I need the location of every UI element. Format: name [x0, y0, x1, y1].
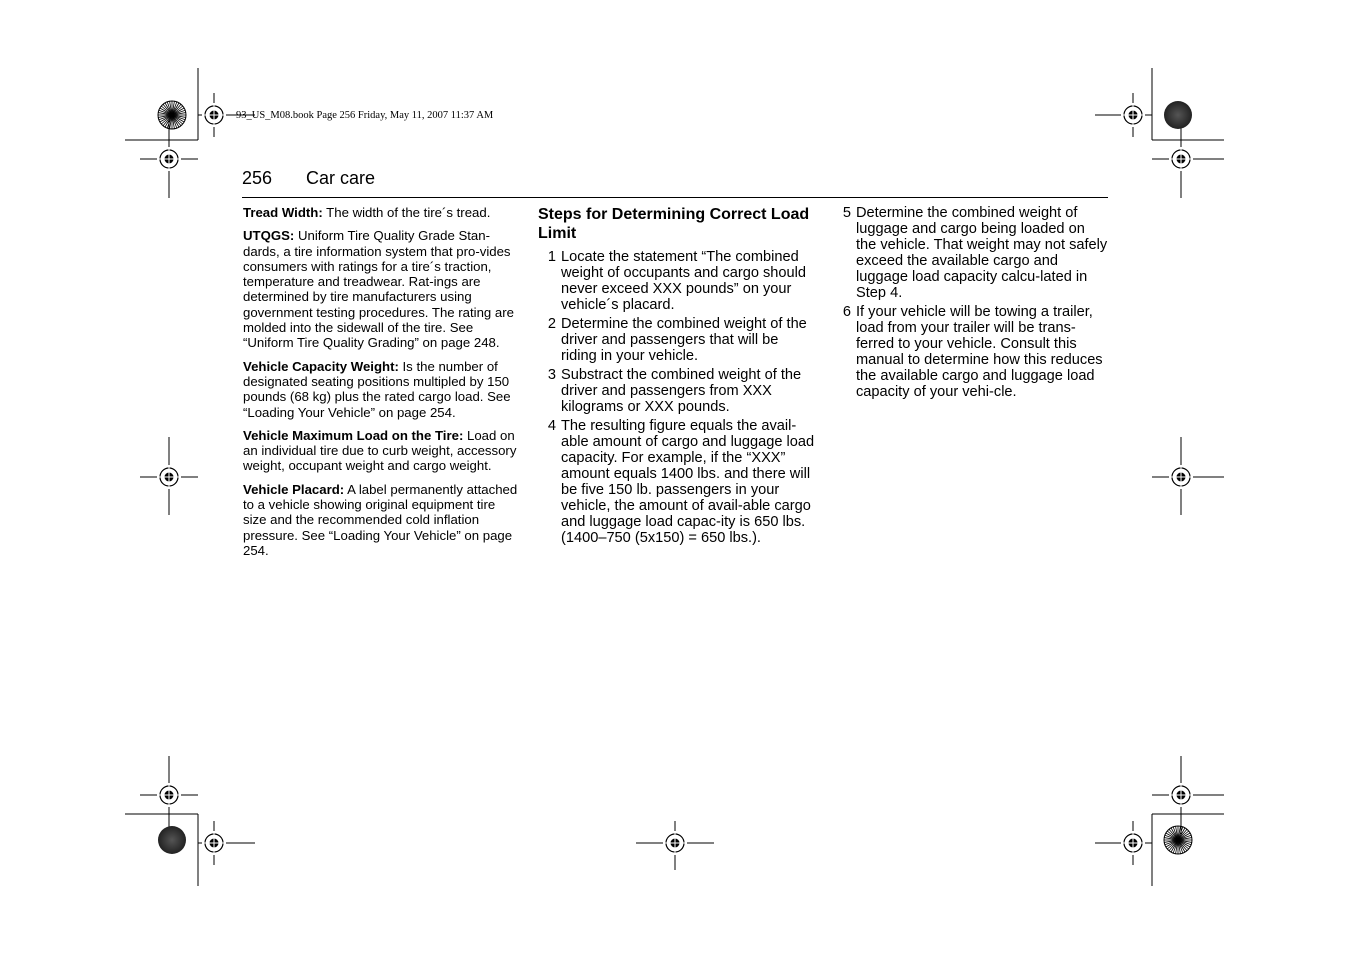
definition-term: Vehicle Placard:	[243, 481, 345, 497]
step-number: 3	[547, 367, 556, 383]
step-item	[538, 316, 816, 364]
definition-term: Vehicle Capacity Weight:	[243, 358, 399, 374]
step-text: Locate the statement “The combined weight of occupants and cargo should never exceed XXX pounds” on your vehicle´s placard.	[561, 249, 807, 313]
definition-term: Tread Width:	[243, 205, 323, 220]
solid-disc-mark-top-right	[1164, 101, 1192, 129]
steps-heading: Steps for Determining Correct Load Limit	[538, 206, 810, 242]
starburst-mark-top-left	[158, 101, 186, 129]
step-text: If your vehicle will be towing a trailer, load from your trailer will be trans-ferred to your vehicle. Consult this manual to determine how this reduces the available cargo and luggage load capacity of your vehi-cle.	[856, 304, 1103, 400]
definition-text: Is the number of designated seating positions multipled by 150 pounds (68 kg) plus the rated cargo load. See “Loading Your Vehicle” on page 254.	[243, 358, 511, 420]
step-item	[833, 304, 1108, 400]
step-text: Determine the combined weight of the driver and passengers that will be riding in your vehicle.	[561, 316, 807, 364]
step-number: 2	[547, 316, 556, 332]
definition-vehicle-maximum-load	[243, 428, 518, 474]
steps-column-left	[538, 205, 816, 549]
definition-utqgs	[243, 228, 518, 350]
definition-vehicle-capacity-weight	[243, 359, 518, 420]
step-number: 6	[842, 304, 851, 320]
definition-term: Vehicle Maximum Load on the Tire:	[243, 427, 464, 443]
step-text: The resulting figure equals the avail-able amount of cargo and luggage load capacity. For example, if the “XXX” amount equals 1400 lbs. and there will be five 150 lb. passengers in your vehicle, the amount of avail-able cargo and luggage load capac-ity is 650 lbs. (1400–750 (5x150) = 650 lbs.).	[561, 418, 815, 546]
solid-disc-mark-bottom-left	[158, 826, 186, 854]
definition-text: Load on an individual tire due to curb weight, accessory weight, occupant weight and cargo weight.	[243, 427, 517, 474]
definition-vehicle-placard	[243, 482, 518, 558]
step-number: 5	[842, 205, 851, 221]
definition-text: A label permanently attached to a vehicle showing original equipment tire size and the recommended cold inflation pressure. See “Loading Your Vehicle” on page 254.	[243, 481, 518, 558]
definition-tread-width	[243, 205, 518, 220]
definition-text: The width of the tire´s tread.	[322, 205, 491, 220]
print-info-line: 93_US_M08.book Page 256 Friday, May 11, 2007 11:37 AM	[236, 110, 494, 121]
definition-text: Uniform Tire Quality Grade Stan-dards, a tire information system that pro-vides consumers with ratings for a tire´s traction, temperature and treadwear. Rat-ings are determined by tire manufacturers using government testing procedures. The rating are molded into the sidewall of the tire. See “Uniform Tire Quality Grading” on page 248.	[243, 228, 514, 351]
section-title: Car care	[306, 168, 376, 188]
starburst-mark-bottom-right	[1164, 826, 1192, 854]
step-number: 1	[547, 249, 556, 265]
step-number: 4	[547, 418, 556, 434]
page-number: 256	[242, 168, 273, 188]
step-item	[833, 205, 1108, 301]
definition-term: UTQGS:	[243, 228, 295, 244]
header-rule	[242, 197, 1108, 198]
step-item	[538, 367, 816, 415]
step-item	[538, 249, 816, 313]
steps-column-right	[833, 205, 1108, 403]
step-text: Substract the combined weight of the driver and passengers from XXX kilograms or XXX pounds.	[561, 367, 802, 415]
step-text: Determine the combined weight of luggage and cargo being loaded on the vehicle. That weight may not safely exceed the available cargo and luggage load capacity calcu-lated in Step 4.	[856, 205, 1108, 301]
definitions-column	[243, 205, 518, 566]
step-item	[538, 418, 816, 546]
